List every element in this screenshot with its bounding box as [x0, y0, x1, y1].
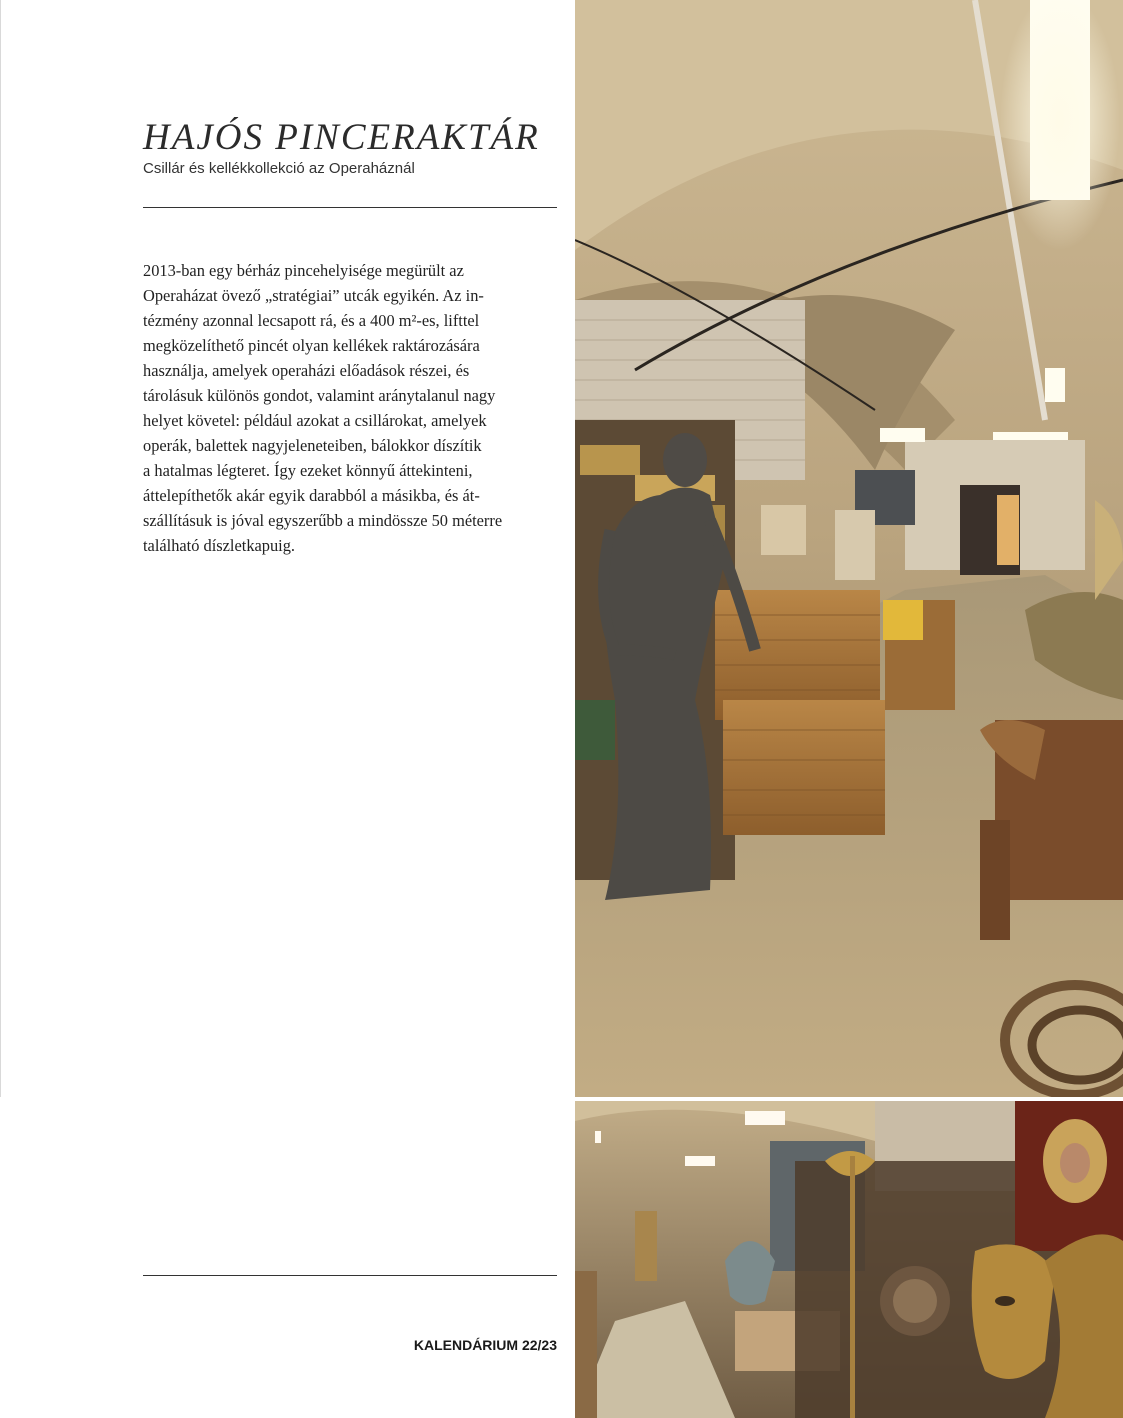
cellar-storage-photo — [575, 0, 1123, 1097]
article-title: HAJÓS PINCERAKTÁR — [143, 117, 540, 158]
article-body — [143, 258, 557, 558]
page-edge-line — [0, 0, 1, 1097]
footer-divider — [143, 1275, 557, 1276]
body-line: a hatalmas légteret. Így ezeket könnyű áttekinteni, — [143, 461, 473, 480]
body-line: operák, balettek nagyjeleneteiben, bálokkor díszítik — [143, 436, 482, 455]
body-line: tézmény azonnal lecsapott rá, és a 400 m²-es, lifttel — [143, 311, 480, 330]
body-line: 2013-ban egy bérház pincehelyisége megürült az — [143, 261, 464, 280]
body-line: megközelíthető pincét olyan kellékek raktározására — [143, 336, 480, 355]
body-line: szállításuk is jóval egyszerűbb a mindössze 50 méterre — [143, 511, 503, 530]
body-line: helyet követel: például azokat a csillárokat, amelyek — [143, 411, 487, 430]
title-divider — [143, 207, 557, 208]
body-line: Operaházat övező „stratégiai” utcák egyikén. Az in- — [143, 286, 484, 305]
body-line: található díszletkapuig. — [143, 536, 296, 555]
article-subtitle: Csillár és kellékkollekció az Operaháznál — [143, 160, 415, 177]
body-line: használja, amelyek operaházi előadások részei, és — [143, 361, 470, 380]
props-storage-photo — [575, 1101, 1123, 1418]
body-line: tárolásuk különös gondot, valamint aránytalanul nagy — [143, 386, 496, 405]
publication-footer: KALENDÁRIUM 22/23 — [413, 1337, 557, 1353]
body-line: áttelepíthetők akár egyik darabból a másikba, és át- — [143, 486, 480, 505]
